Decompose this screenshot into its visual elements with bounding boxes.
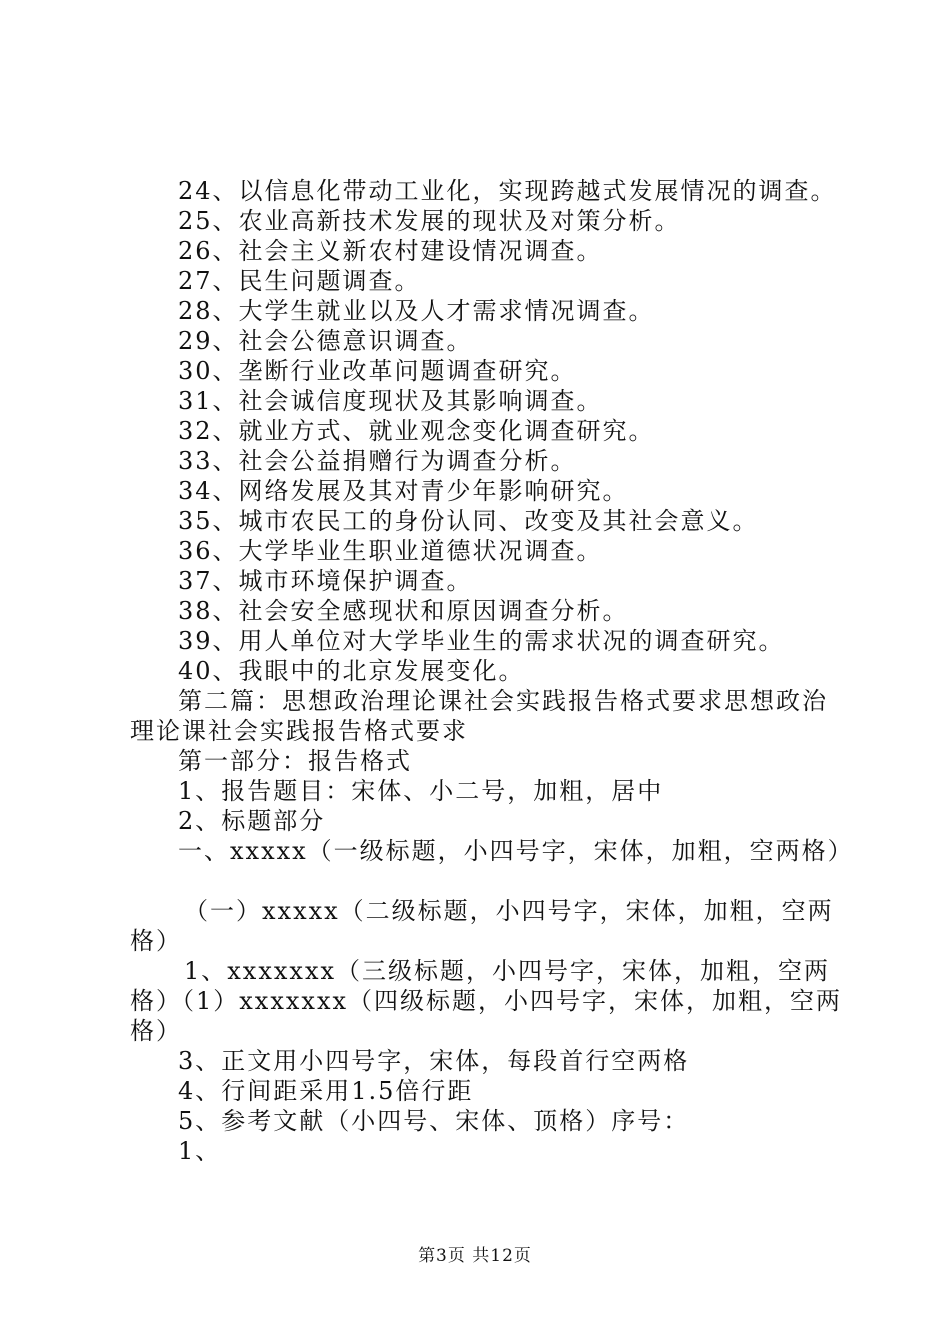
list-item: 40、我眼中的北京发展变化。 xyxy=(178,657,525,685)
format-item-body-text: 3、正文用小四号字，宋体，每段首行空两格 xyxy=(178,1047,690,1075)
format-item-headings: 2、标题部分 xyxy=(178,807,326,835)
list-item: 34、网络发展及其对青少年影响研究。 xyxy=(178,477,629,505)
list-item: 37、城市环境保护调查。 xyxy=(178,567,473,595)
list-item: 26、社会主义新农村建设情况调查。 xyxy=(178,237,603,265)
list-item: 38、社会安全感现状和原因调查分析。 xyxy=(178,597,629,625)
list-item: 33、社会公益捐赠行为调查分析。 xyxy=(178,447,577,475)
section-heading-continued: 理论课社会实践报告格式要求 xyxy=(130,717,468,745)
heading-level-2-continued: 格） xyxy=(130,927,182,955)
list-item: 36、大学毕业生职业道德状况调查。 xyxy=(178,537,603,565)
heading-level-4: 格）（1）xxxxxxx（四级标题，小四号字，宋体，加粗，空两 xyxy=(130,987,843,1015)
list-item: 25、农业高新技术发展的现状及对策分析。 xyxy=(178,207,681,235)
list-item: 24、以信息化带动工业化，实现跨越式发展情况的调查。 xyxy=(178,177,837,205)
part-heading: 第一部分：报告格式 xyxy=(178,747,412,775)
list-item: 39、用人单位对大学毕业生的需求状况的调查研究。 xyxy=(178,627,785,655)
section-heading: 第二篇：思想政治理论课社会实践报告格式要求思想政治 xyxy=(178,687,828,715)
list-item: 27、民生问题调查。 xyxy=(178,267,421,295)
format-item-title: 1、报告题目：宋体、小二号，加粗，居中 xyxy=(178,777,664,805)
list-item: 29、社会公德意识调查。 xyxy=(178,327,473,355)
page-footer: 第3页 共12页 xyxy=(418,1246,532,1266)
list-item: 28、大学生就业以及人才需求情况调查。 xyxy=(178,297,655,325)
heading-level-4-continued: 格） xyxy=(130,1017,182,1045)
list-item: 35、城市农民工的身份认同、改变及其社会意义。 xyxy=(178,507,759,535)
list-item: 30、垄断行业改革问题调查研究。 xyxy=(178,357,577,385)
heading-level-3: 1、xxxxxxx（三级标题，小四号字，宋体，加粗，空两 xyxy=(184,957,831,985)
reference-item: 1、 xyxy=(178,1137,222,1165)
heading-level-2: （一）xxxxx（二级标题，小四号字，宋体，加粗，空两 xyxy=(184,897,834,925)
list-item: 31、社会诚信度现状及其影响调查。 xyxy=(178,387,603,415)
document-body xyxy=(130,176,854,1166)
format-item-line-spacing: 4、行间距采用1.5倍行距 xyxy=(178,1077,474,1105)
list-item: 32、就业方式、就业观念变化调查研究。 xyxy=(178,417,655,445)
blank-line xyxy=(130,866,832,896)
format-item-references: 5、参考文献（小四号、宋体、顶格）序号： xyxy=(178,1107,690,1135)
topic-list xyxy=(130,176,837,686)
heading-level-1: 一、xxxxx（一级标题，小四号字，宋体，加粗，空两格） xyxy=(178,837,854,865)
